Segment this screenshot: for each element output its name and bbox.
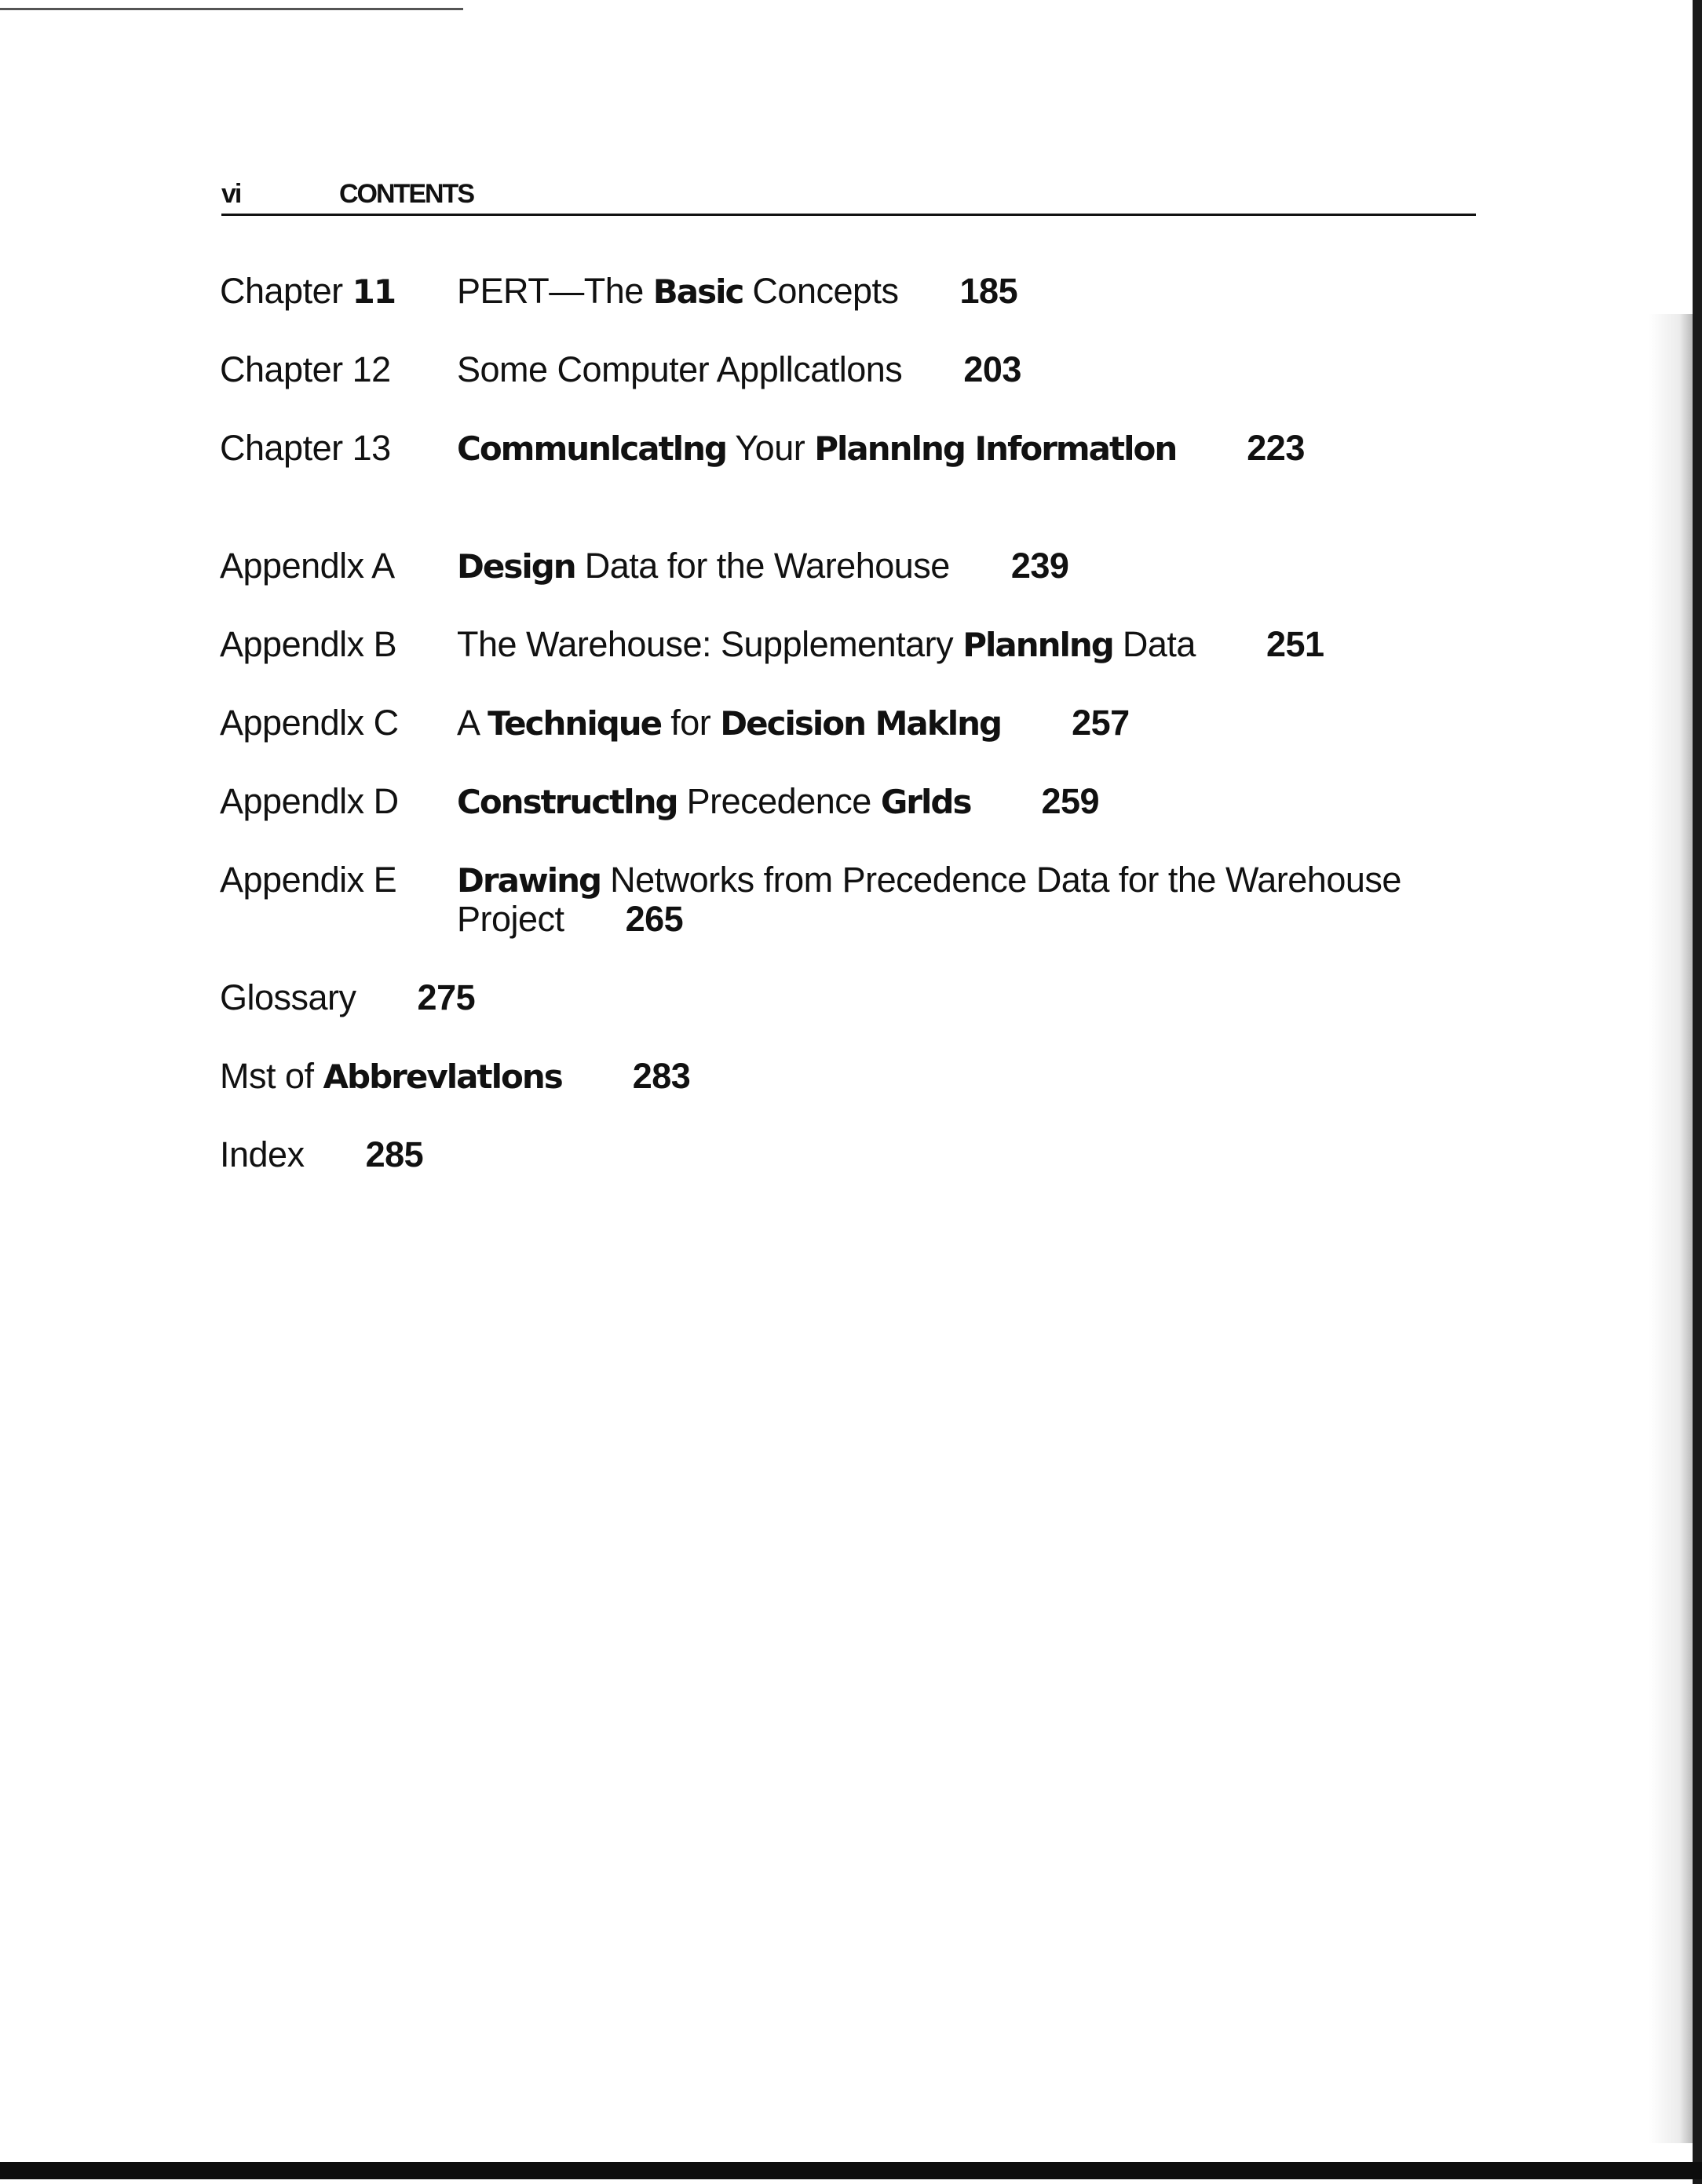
entry-label: Appendlx B xyxy=(220,624,397,664)
entry-title: Design Data for the Warehouse 239 xyxy=(457,546,1069,586)
page-number: 239 xyxy=(1010,546,1069,586)
scan-edge-line xyxy=(0,8,463,10)
entry-label: Appendix E xyxy=(220,860,397,900)
entry-title: The Warehouse: Supplementary Plannlng Data 251 xyxy=(457,624,1324,664)
running-head xyxy=(221,179,1476,214)
entry-title: Communlcatlng Your Plannlng Informatlon 223 xyxy=(457,428,1305,468)
scan-bottom-border xyxy=(0,2162,1702,2179)
page-number: 223 xyxy=(1247,428,1305,468)
entry-title: Constructlng Precedence Grlds 259 xyxy=(457,781,1100,821)
entry-title: Drawing Networks from Precedence Data for the Warehouse xyxy=(457,860,1401,900)
scan-right-border xyxy=(1693,0,1702,2184)
entry-label: Appendlx A xyxy=(220,546,395,586)
toc-entry-abbreviations xyxy=(220,1056,690,1097)
entry-label: Glossary xyxy=(220,977,356,1017)
entry-label: Appendlx C xyxy=(220,703,399,743)
entry-label: Appendlx D xyxy=(220,781,399,821)
entry-label: Chapter 11 xyxy=(220,271,396,311)
page-number: 265 xyxy=(625,899,684,939)
page-number: 285 xyxy=(365,1134,424,1174)
running-title: CONTENTS xyxy=(339,179,473,209)
entry-title: PERT—The Basic Concepts 185 xyxy=(457,271,1018,311)
toc-entry-glossary xyxy=(220,977,475,1017)
page-number: 185 xyxy=(959,271,1018,311)
page-folio: vi xyxy=(221,179,241,209)
scan-page-shadow xyxy=(1649,314,1693,2143)
entry-label: Chapter 12 xyxy=(220,349,391,389)
entry-label: Mst of Abbrevlatlons xyxy=(220,1056,562,1096)
entry-label: Chapter 13 xyxy=(220,428,391,468)
entry-title: Some Computer Appllcatlons 203 xyxy=(457,349,1021,389)
page-number: 257 xyxy=(1072,703,1130,743)
entry-title: A Technique for Decision Maklng 257 xyxy=(457,703,1130,743)
toc-entry-index xyxy=(220,1134,423,1174)
page-number: 203 xyxy=(963,349,1021,389)
entry-title-continued: Project 265 xyxy=(457,899,684,939)
header-rule xyxy=(221,214,1476,216)
page-number: 259 xyxy=(1041,781,1100,821)
page-number: 251 xyxy=(1266,624,1324,664)
entry-label: Index xyxy=(220,1134,305,1174)
page-number: 275 xyxy=(417,977,476,1017)
page-number: 283 xyxy=(632,1056,691,1096)
